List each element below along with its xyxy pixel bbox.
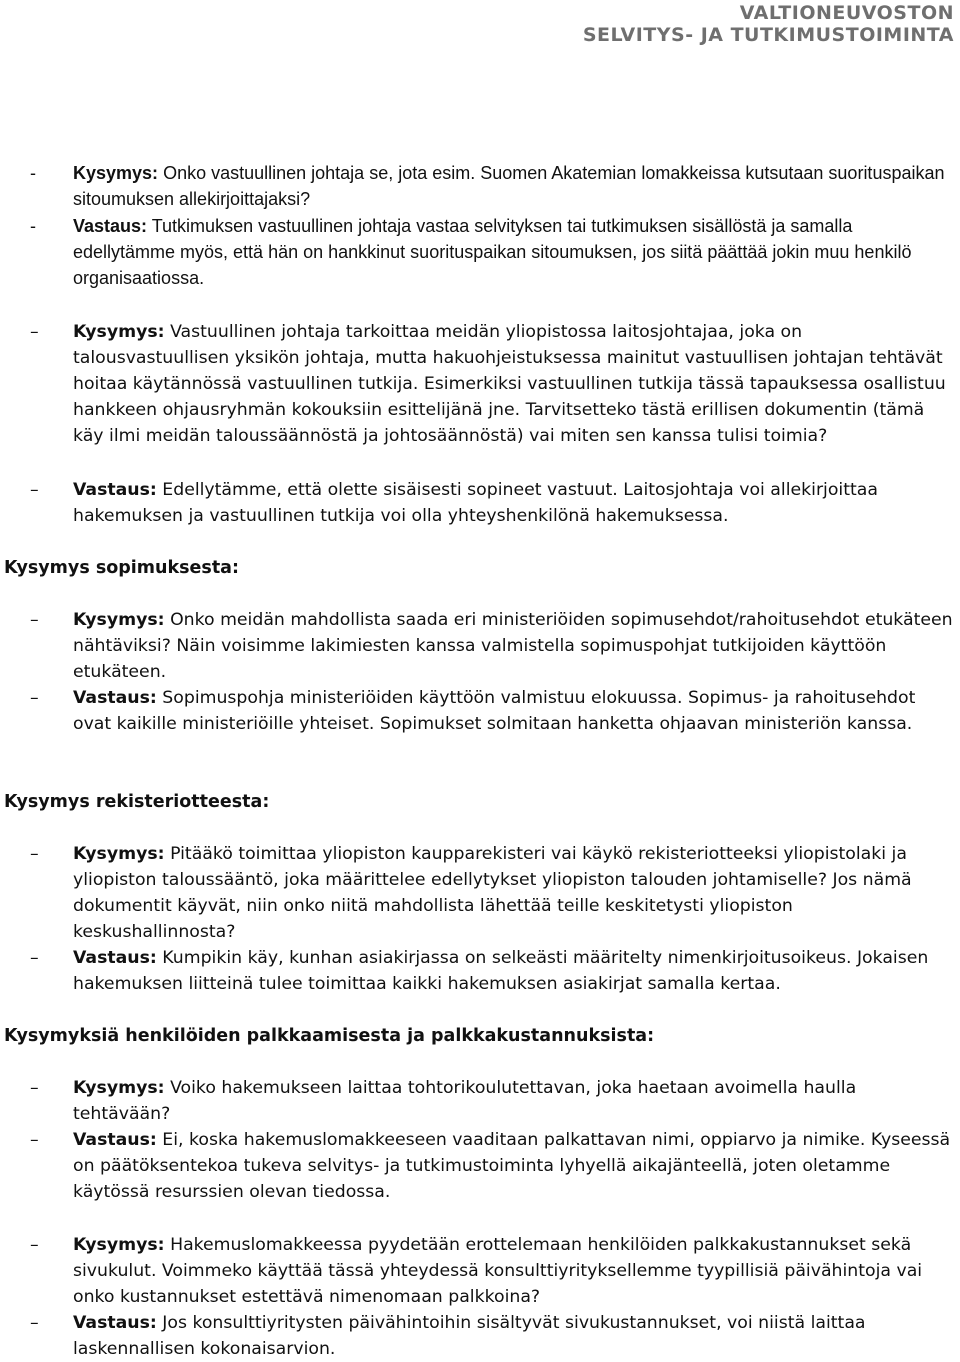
qa-item	[0, 213, 958, 291]
item-text: Pitääkö toimittaa yliopiston kaupparekisteri vai käykö rekisteriotteeksi yliopistolaki ja yliopiston taloussääntö, joka määrittelee edellytykset yliopiston talouden johtamiselle? Jos nämä dokumentit käyvät, niin onko niitä mahdollista lähettää teille keskitetysti yliopiston keskushallinnosta?	[73, 844, 912, 942]
item-label: Kysymys:	[73, 1235, 165, 1255]
item-text: Jos konsulttiyritysten päivähintoihin sisältyvät sivukustannukset, voi niistä laittaa laskennallisen kokonaisarvion.	[73, 1313, 866, 1359]
list-dash: –	[30, 322, 39, 342]
qa-item	[0, 160, 958, 212]
item-label: Vastaus:	[73, 1130, 157, 1150]
item-text: Kumpikin käy, kunhan asiakirjassa on selkeästi määritelty nimenkirjoitusoikeus. Jokaisen hakemuksen liitteinä tulee toimittaa kaikki hakemuksen asiakirjat samalla kertaa.	[73, 948, 929, 994]
item-label: Vastaus:	[73, 1313, 157, 1333]
qa-item	[0, 1127, 958, 1205]
item-text: Voiko hakemukseen laittaa tohtorikoulutettavan, joka haetaan avoimella haulla tehtävään?	[73, 1078, 857, 1124]
item-text: Onko vastuullinen johtaja se, jota esim. Suomen Akatemian lomakkeissa kutsutaan suorituspaikan sitoumuksen allekirjoittajaksi?	[73, 163, 945, 209]
logo	[583, 2, 954, 46]
item-label: Vastaus:	[73, 480, 157, 500]
qa-item	[0, 945, 958, 997]
qa-item	[0, 1075, 958, 1127]
item-label: Kysymys:	[73, 163, 159, 183]
list-dash: –	[30, 480, 39, 500]
item-text: Ei, koska hakemuslomakkeeseen vaaditaan palkattavan nimi, oppiarvo ja nimike. Kyseessä on päätöksentekoa tukeva selvitys- ja tutkimustoiminta lyhyellä aikajänteellä, joten oletamme käytössä resurssien olevan tiedossa.	[73, 1130, 951, 1202]
item-text: Edellytämme, että olette sisäisesti sopineet vastuut. Laitosjohtaja voi allekirjoittaa hakemuksen ja vastuullinen tutkija voi olla yhteyshenkilönä hakemuksessa.	[73, 480, 878, 526]
list-dash: –	[30, 1313, 39, 1333]
item-label: Vastaus:	[73, 216, 148, 236]
item-text: Sopimuspohja ministeriöiden käyttöön valmistuu elokuussa. Sopimus- ja rahoitusehdot ovat kaikille ministeriöille yhteiset. Sopimukset solmitaan hanketta ohjaavan ministeriön kanssa.	[73, 688, 916, 734]
qa-item	[0, 685, 958, 737]
qa-item	[0, 1310, 958, 1362]
item-text: Onko meidän mahdollista saada eri ministeriöiden sopimusehdot/rahoitusehdot etukäteen nähtäviksi? Näin voisimme lakimiesten kanssa valmistella sopimuspohjat tutkijoiden käyttöön etukäteen.	[73, 610, 953, 682]
item-label: Kysymys:	[73, 844, 165, 864]
item-label: Kysymys:	[73, 610, 165, 630]
list-dash: –	[30, 688, 39, 708]
logo-line2: SELVITYS- JA TUTKIMUSTOIMINTA	[582, 24, 954, 46]
item-text: Tutkimuksen vastuullinen johtaja vastaa selvityksen tai tutkimuksen sisällöstä ja samalla edellytämme myös, että hän on hankkinut suorituspaikan sitoumuksen, jos siitä päättää jokin muu henkilö organisaatiossa.	[73, 216, 912, 288]
list-dash: –	[30, 1235, 39, 1255]
qa-item	[0, 319, 958, 449]
list-dash: –	[30, 1130, 39, 1150]
item-text: Vastuullinen johtaja tarkoittaa meidän yliopistossa laitosjohtajaa, joka on talousvastuullisen yksikön johtaja, mutta hakuohjeistuksessa mainitut vastuullisen johtajan tehtävät hoitaa käytännössä vastuullinen tutkija. Esimerkiksi vastuullinen tutkija tässä tapauksessa osallistuu hankkeen ohjausryhmän kokouksiin esittelijänä jne. Tarvitsetteko tästä erillisen dokumentin (tämä käy ilmi meidän taloussäännöstä ja johtosäännöstä) vai miten sen kanssa tulisi toimia?	[73, 322, 946, 446]
section-heading-sopimus: Kysymys sopimuksesta:	[4, 558, 239, 578]
section-heading-palkka: Kysymyksiä henkilöiden palkkaamisesta ja palkkakustannuksista:	[4, 1026, 655, 1046]
item-label: Vastaus:	[73, 688, 157, 708]
qa-item	[0, 841, 958, 945]
list-dash: –	[30, 948, 39, 968]
qa-item	[0, 477, 958, 529]
item-label: Kysymys:	[73, 322, 165, 342]
logo-line1: VALTIONEUVOSTON	[739, 2, 954, 24]
section-heading-rekisteri: Kysymys rekisteriotteesta:	[4, 792, 270, 812]
item-text: Hakemuslomakkeessa pyydetään erottelemaan henkilöiden palkkakustannukset sekä sivukulut. Voimmeko käyttää tässä yhteydessä konsulttiyrityksellemme tyypillisiä päivähintoja vai onko kustannukset estettävä nimenomaan palkkoina?	[73, 1235, 923, 1307]
qa-item	[0, 1232, 958, 1310]
list-dash: -	[30, 216, 36, 236]
list-dash: –	[30, 610, 39, 630]
qa-item	[0, 607, 958, 685]
item-label: Kysymys:	[73, 1078, 165, 1098]
list-dash: -	[30, 163, 36, 183]
list-dash: –	[30, 844, 39, 864]
list-dash: –	[30, 1078, 39, 1098]
item-label: Vastaus:	[73, 948, 157, 968]
